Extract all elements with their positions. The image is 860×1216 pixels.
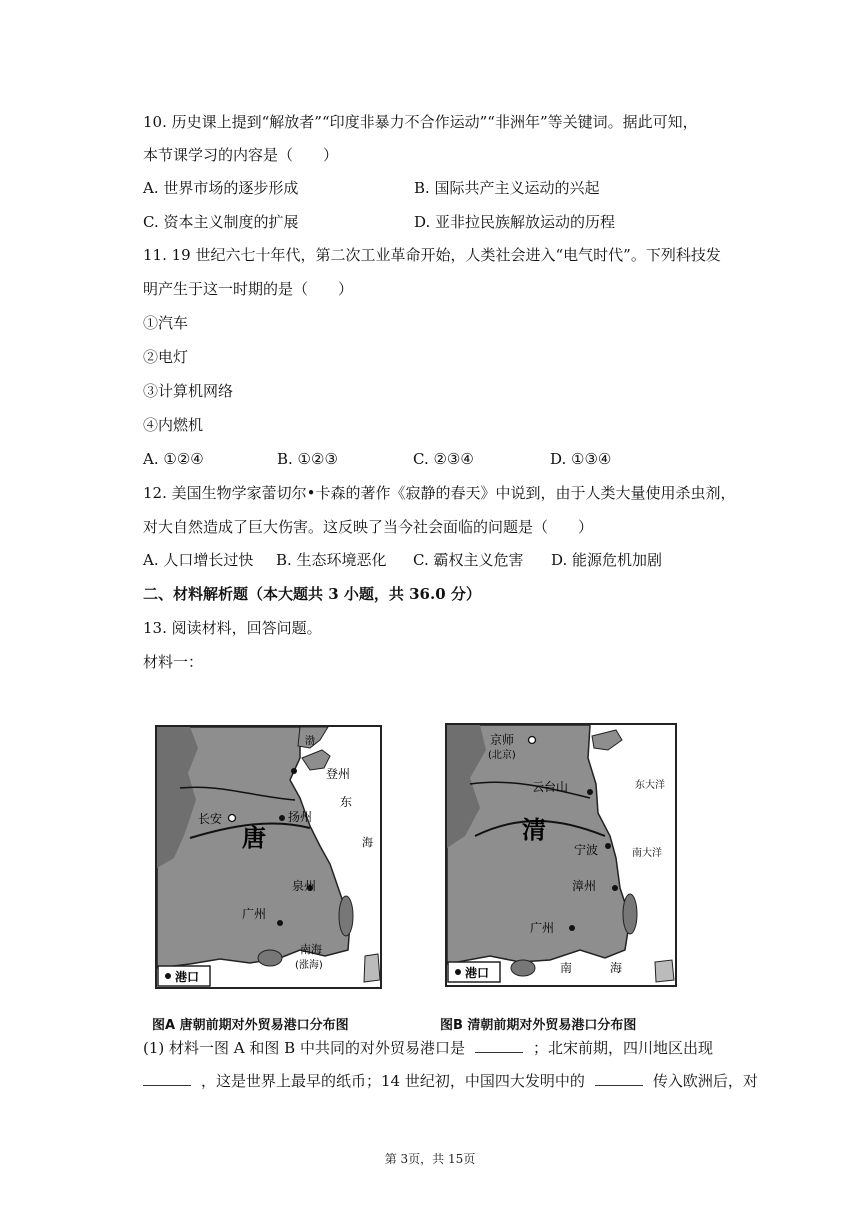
- map-b-nan: 南: [560, 961, 573, 975]
- q12-option-a: A. 人口增长过快: [143, 551, 254, 569]
- q13-stem: 13. 阅读材料，回答问题。: [143, 619, 322, 637]
- map-a-dengzhou: 登州: [326, 767, 351, 781]
- q10-option-d: D. 亚非拉民族解放运动的历程: [414, 213, 616, 231]
- q12-stem-line2: 对大自然造成了巨大伤害。这反映了当今社会面临的问题是（ ）: [143, 518, 594, 536]
- q11-option-b: B. ①②③: [277, 450, 338, 468]
- q11-option-a: A. ①②④: [143, 450, 204, 468]
- map-b-yuntaishan: 云台山: [532, 780, 569, 794]
- map-b-ningbo: 宁波: [574, 843, 599, 857]
- q11-item-3: ③计算机网络: [143, 382, 234, 400]
- q11-item-2: ②电灯: [143, 348, 189, 366]
- section-heading: 二、材料解析题（本大题共 3 小题，共 36.0 分）: [143, 585, 481, 603]
- q12-option-b: B. 生态环境恶化: [276, 551, 387, 569]
- map-b-beijing: (北京): [488, 750, 516, 761]
- q10-option-c: C. 资本主义制度的扩展: [143, 213, 299, 231]
- map-b-jingshi: 京师: [490, 733, 515, 747]
- q13-material-label: 材料一：: [143, 653, 204, 671]
- map-b-dongdayang: 东大洋: [635, 780, 665, 791]
- map-a-caption: 图A 唐朝前期对外贸易港口分布图: [152, 1018, 349, 1033]
- q10-stem-line2: 本节课学习的内容是（ ）: [143, 146, 339, 164]
- q13-1-text-c: ，这是世界上最早的纸币；14 世纪初，中国四大发明中的: [201, 1072, 585, 1090]
- q11-option-d: D. ①③④: [550, 450, 612, 468]
- q12-stem-line1: 12. 美国生物学家蕾切尔•卡森的著作《寂静的春天》中说到，由于人类大量使用杀虫剂，: [143, 484, 736, 502]
- map-b-legend: 港口: [465, 966, 490, 980]
- map-a: [150, 718, 386, 990]
- answer-blank-1[interactable]: [475, 1037, 523, 1053]
- map-a-legend: 港口: [175, 970, 200, 984]
- map-b-hai: 海: [610, 961, 623, 975]
- q12-option-d: D. 能源危机加剧: [551, 551, 663, 569]
- q11-item-4: ④内燃机: [143, 416, 204, 434]
- map-a-bohai: 渤: [305, 736, 315, 747]
- map-a-hai: 海: [362, 836, 373, 849]
- map-b-caption: 图B 清朝前期对外贸易港口分布图: [440, 1018, 637, 1033]
- q11-stem-line1: 11. 19 世纪六七十年代，第二次工业革命开始，人类社会进入“电气时代”。下列科技发: [143, 246, 721, 264]
- map-a-dong: 东: [340, 795, 353, 809]
- map-b: [440, 718, 680, 990]
- page-footer: 第 3页，共 15页: [384, 1152, 476, 1166]
- maps-figure: [150, 718, 710, 1033]
- map-a-zhanghai: (涨海): [295, 960, 323, 971]
- map-a-yangzhou: 扬州: [288, 810, 313, 824]
- map-b-guangzhou: 广州: [530, 921, 555, 935]
- q11-item-1: ①汽车: [143, 314, 189, 332]
- q11-stem-line2: 明产生于这一时期的是（ ）: [143, 280, 354, 298]
- q13-1-text-d: 传入欧洲后，对: [652, 1072, 758, 1090]
- map-b-nandayang: 南大洋: [632, 848, 662, 859]
- q11-option-c: C. ②③④: [413, 450, 474, 468]
- q10-option-b: B. 国际共产主义运动的兴起: [414, 179, 600, 197]
- q13-1-text-a: (1) 材料一图 A 和图 B 中共同的对外贸易港口是: [143, 1039, 465, 1057]
- q10-stem-line1: 10. 历史课上提到“解放者”“印度非暴力不合作运动”“非洲年”等关键词。据此可知，: [143, 113, 698, 131]
- q12-option-c: C. 霸权主义危害: [413, 551, 524, 569]
- map-a-quanzhou: 泉州: [292, 879, 317, 893]
- map-b-zhangzhou: 漳州: [572, 879, 597, 893]
- q10-option-a: A. 世界市场的逐步形成: [143, 179, 299, 197]
- answer-blank-2[interactable]: [143, 1070, 191, 1086]
- map-a-country: 唐: [242, 824, 266, 852]
- map-b-country: 清: [522, 816, 546, 844]
- q13-1-text-b: ；北宋前期，四川地区出现: [532, 1039, 713, 1057]
- map-a-nanhai: 南海: [300, 943, 322, 956]
- answer-blank-3[interactable]: [595, 1070, 643, 1086]
- q13-1-line2: [133, 1070, 758, 1091]
- map-a-guangzhou: 广州: [242, 907, 267, 921]
- map-a-changan: 长安: [198, 812, 223, 826]
- q13-1-line1: [143, 1037, 713, 1058]
